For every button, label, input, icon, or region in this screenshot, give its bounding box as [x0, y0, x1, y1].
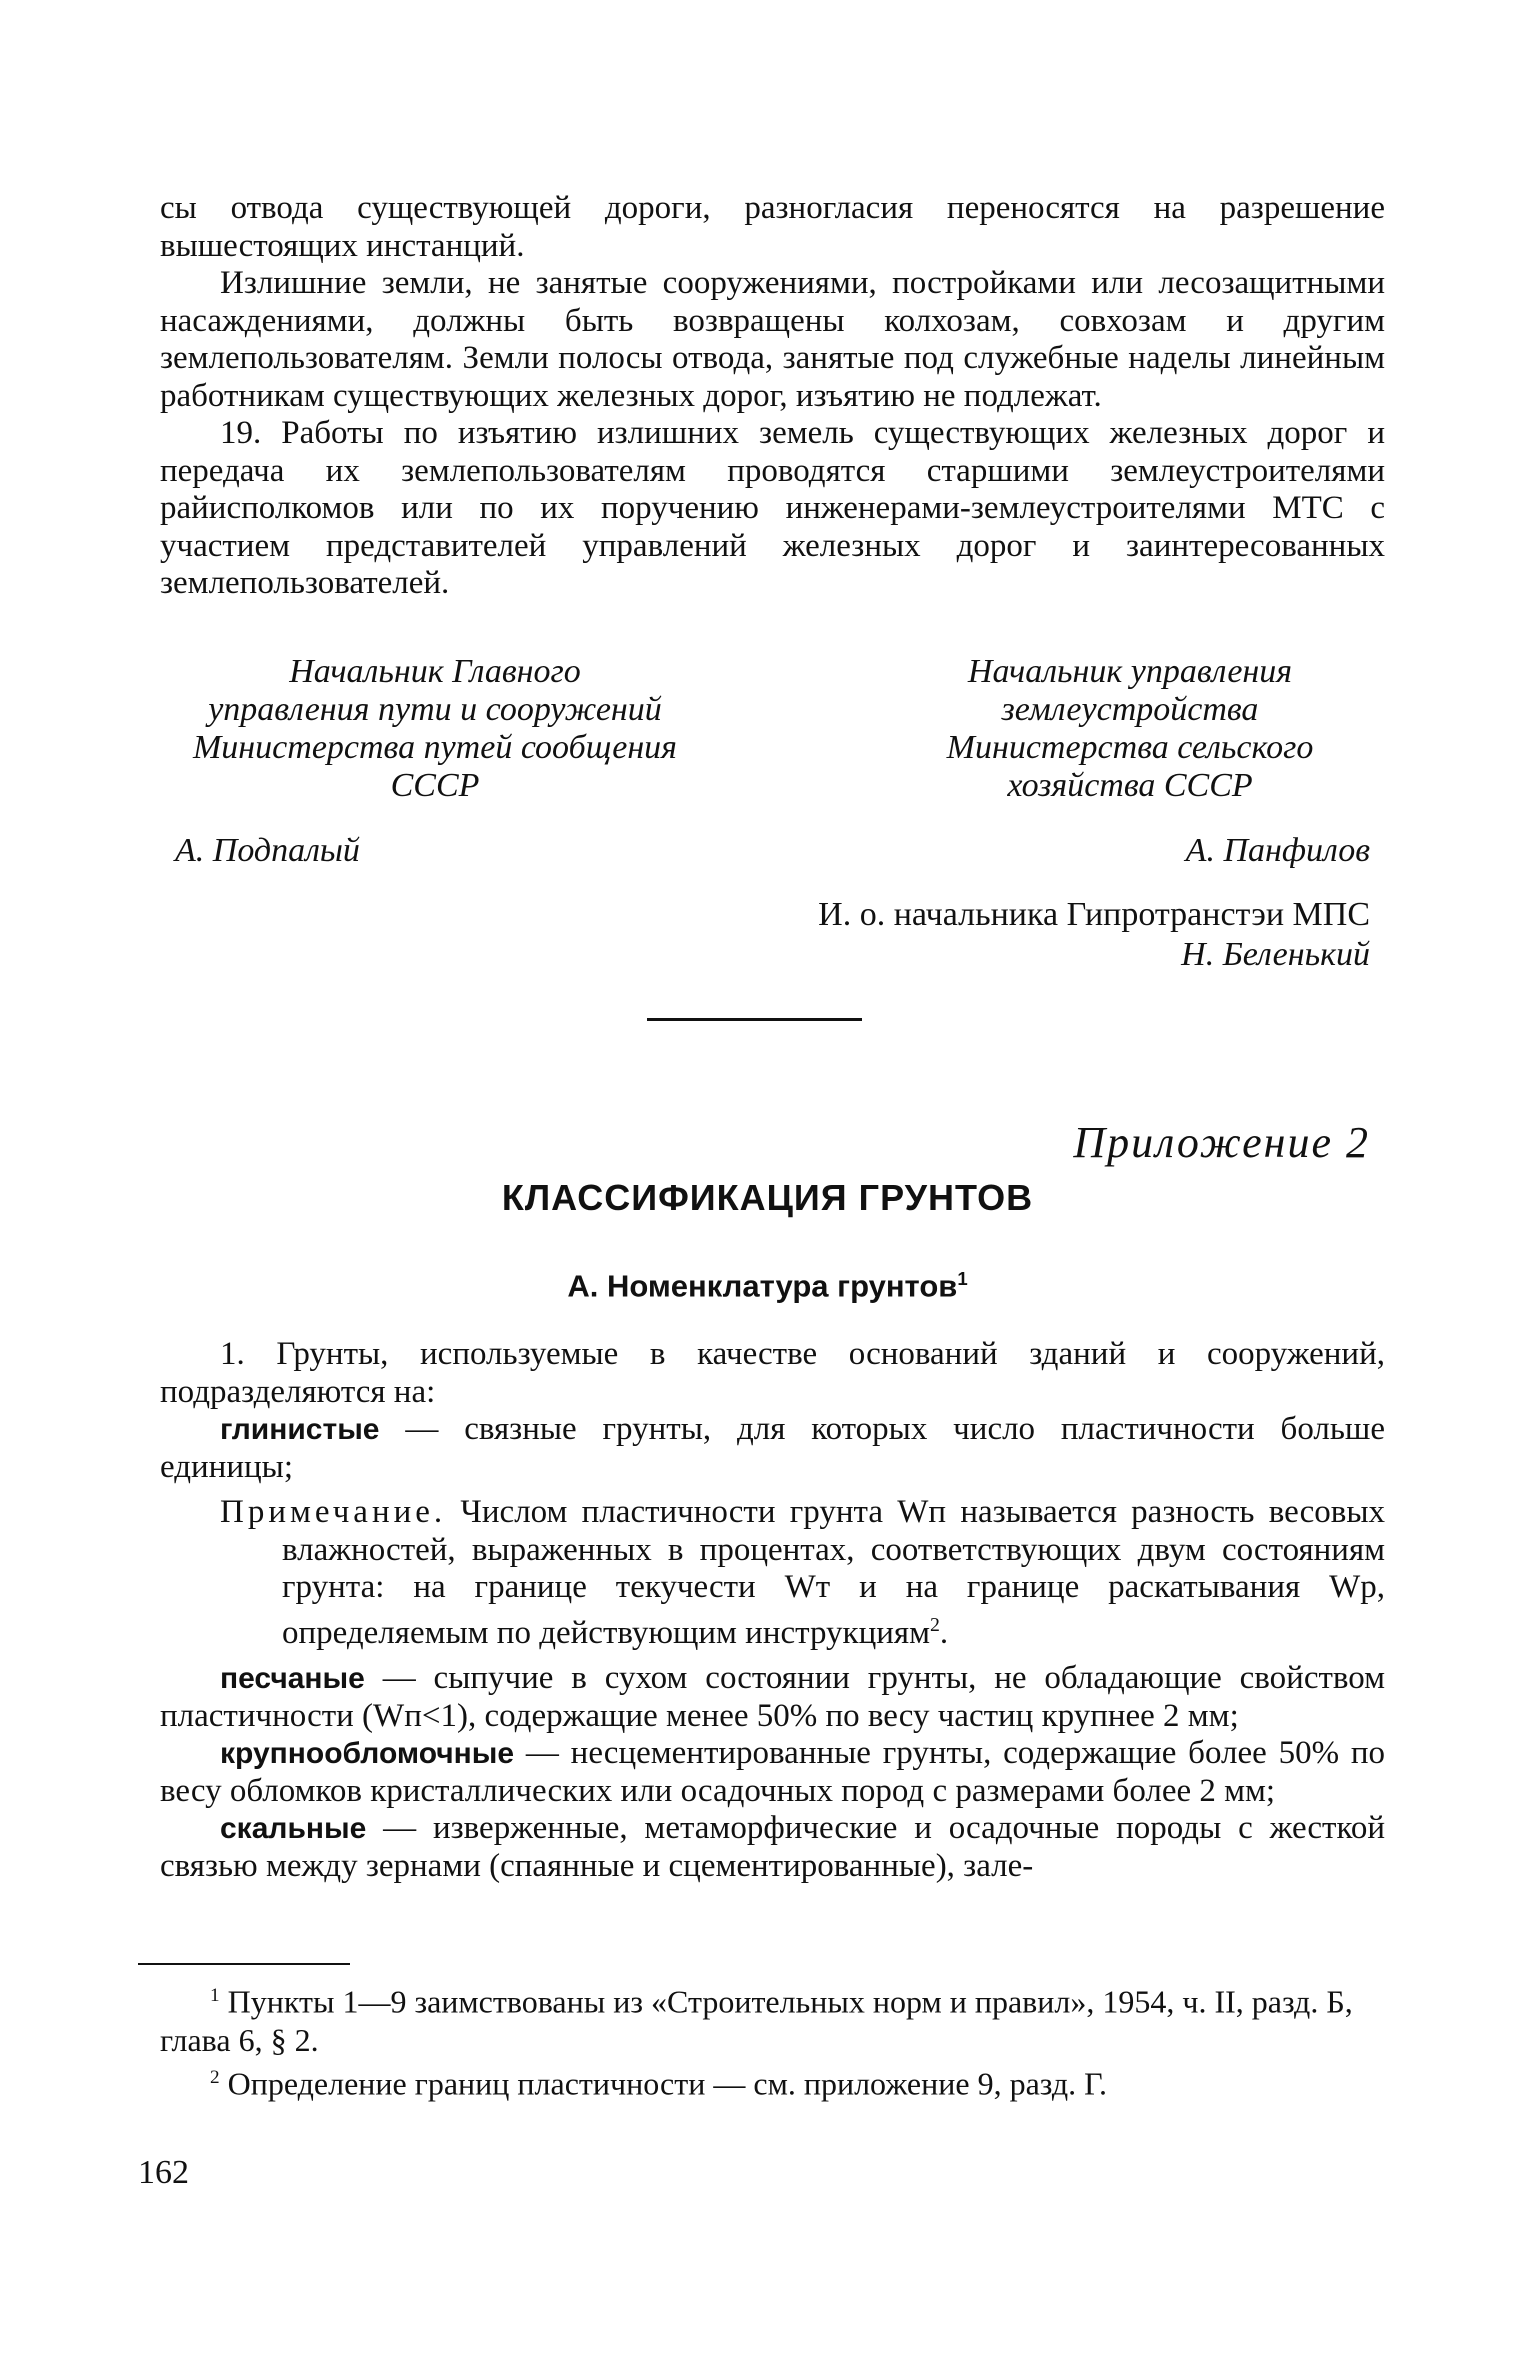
footnote-ref: 2	[929, 1613, 940, 1636]
footnotes	[160, 1977, 1385, 2102]
footnote-separator	[138, 1963, 350, 1965]
left-title-line: управления пути и сооружений	[208, 691, 662, 728]
subtitle-text: А. Номенклатура грунтов	[567, 1268, 958, 1304]
definition-clay	[160, 1411, 1385, 1486]
definition-text: — связные грунты, для которых число пластичности больше единицы;	[160, 1411, 1385, 1485]
paragraph-soil-types: 1. Грунты, используемые в качестве оснований зданий и сооружений, подразделяются на:	[160, 1336, 1385, 1410]
right-signatory-name: А. Панфилов	[1185, 832, 1370, 869]
note-label: Примечание.	[220, 1494, 447, 1530]
right-signature-title	[870, 653, 1390, 805]
footnote-2	[160, 2059, 1385, 2103]
page-number: 162	[138, 2154, 189, 2191]
definition-coarse	[160, 1735, 1385, 1810]
note-text: Числом пластичности грунта Wп называется разность весовых влажностей, выраженных в процентах, соответствующих двум состояниям грунта: на границе текучести Wт и на границе раскатывания Wр, определяемым по действующим инструкциям	[282, 1494, 1385, 1651]
paragraph-road-disputes: сы отвода существующей дороги, разногласия переносятся на разрешение вышестоящих инстанций.	[160, 190, 1385, 264]
left-signatory-name: А. Подпалый	[175, 832, 360, 869]
footnote-mark: 2	[210, 2066, 220, 2088]
left-title-line: СССР	[390, 767, 480, 804]
definition-text: — сыпучие в сухом состоянии грунты, не обладающие свойством пластичности (Wп<1), содержащие менее 50% по весу частиц крупнее 2 мм;	[160, 1660, 1385, 1734]
bottom-signature-title: И. о. начальника Гипротранстэи МПС	[818, 896, 1370, 933]
left-signature-title	[175, 653, 695, 805]
term-clay: глинистые	[220, 1413, 380, 1446]
left-title-line: Начальник Главного	[289, 653, 581, 690]
paragraph-item-19: 19. Работы по изъятию излишних земель существующих железных дорог и передача их землепользователям проводятся старшими землеустроителями райисполкомов или по их поручению инженерами-землеустроителями МТС с участием представителей управлений железных дорог и заинтересованных землепользователей.	[160, 415, 1385, 601]
note-plasticity	[160, 1494, 1385, 1652]
footnote-ref: 1	[957, 1268, 968, 1289]
definition-sand	[160, 1660, 1385, 1735]
term-sand: песчаные	[220, 1662, 365, 1695]
footnote-mark: 1	[210, 1985, 220, 2006]
footnote-1	[160, 1977, 1385, 2059]
top-text-block	[160, 190, 1385, 603]
definition-rock	[160, 1810, 1385, 1885]
section-subtitle	[0, 1268, 1535, 1304]
left-title-line: Министерства путей сообщения	[192, 729, 677, 766]
bottom-signatory-name: Н. Беленький	[1181, 936, 1370, 973]
right-title-line: Начальник управления	[967, 653, 1293, 690]
right-title-line: хозяйства СССР	[1007, 767, 1253, 804]
appendix-label: Приложение 2	[1073, 1118, 1370, 1167]
definition-text: — изверженные, метаморфические и осадочные породы с жесткой связью между зернами (спаянные и сцементированные), зале-	[160, 1810, 1385, 1884]
right-title-line: землеустройства	[1001, 691, 1259, 728]
note-end: .	[939, 1614, 949, 1651]
term-coarse: крупнообломочные	[220, 1737, 515, 1770]
section-divider	[647, 1018, 862, 1021]
term-rock: скальные	[220, 1812, 367, 1845]
footnote-text: Определение границ пластичности — см. приложение 9, разд. Г.	[219, 2065, 1108, 2102]
page-title: КЛАССИФИКАЦИЯ ГРУНТОВ	[501, 1177, 1034, 1218]
footnote-text: Пункты 1—9 заимствованы из «Строительных норм и правил», 1954, ч. II, разд. Б, глава 6, § 2.	[160, 1983, 1353, 2058]
definition-text: — несцементированные грунты, содержащие более 50% по весу обломков кристаллических или осадочных пород с размерами более 2 мм;	[160, 1735, 1385, 1809]
main-text-block	[160, 1336, 1385, 1885]
right-title-line: Министерства сельского	[946, 729, 1314, 766]
paragraph-excess-land: Излишние земли, не занятые сооружениями, постройками или лесозащитными насаждениями, должны быть возвращены колхозам, совхозам и другим землепользователям. Земли полосы отвода, занятые под служебные наделы линейным работникам существующих железных дорог, изъятию не подлежат.	[160, 265, 1385, 414]
